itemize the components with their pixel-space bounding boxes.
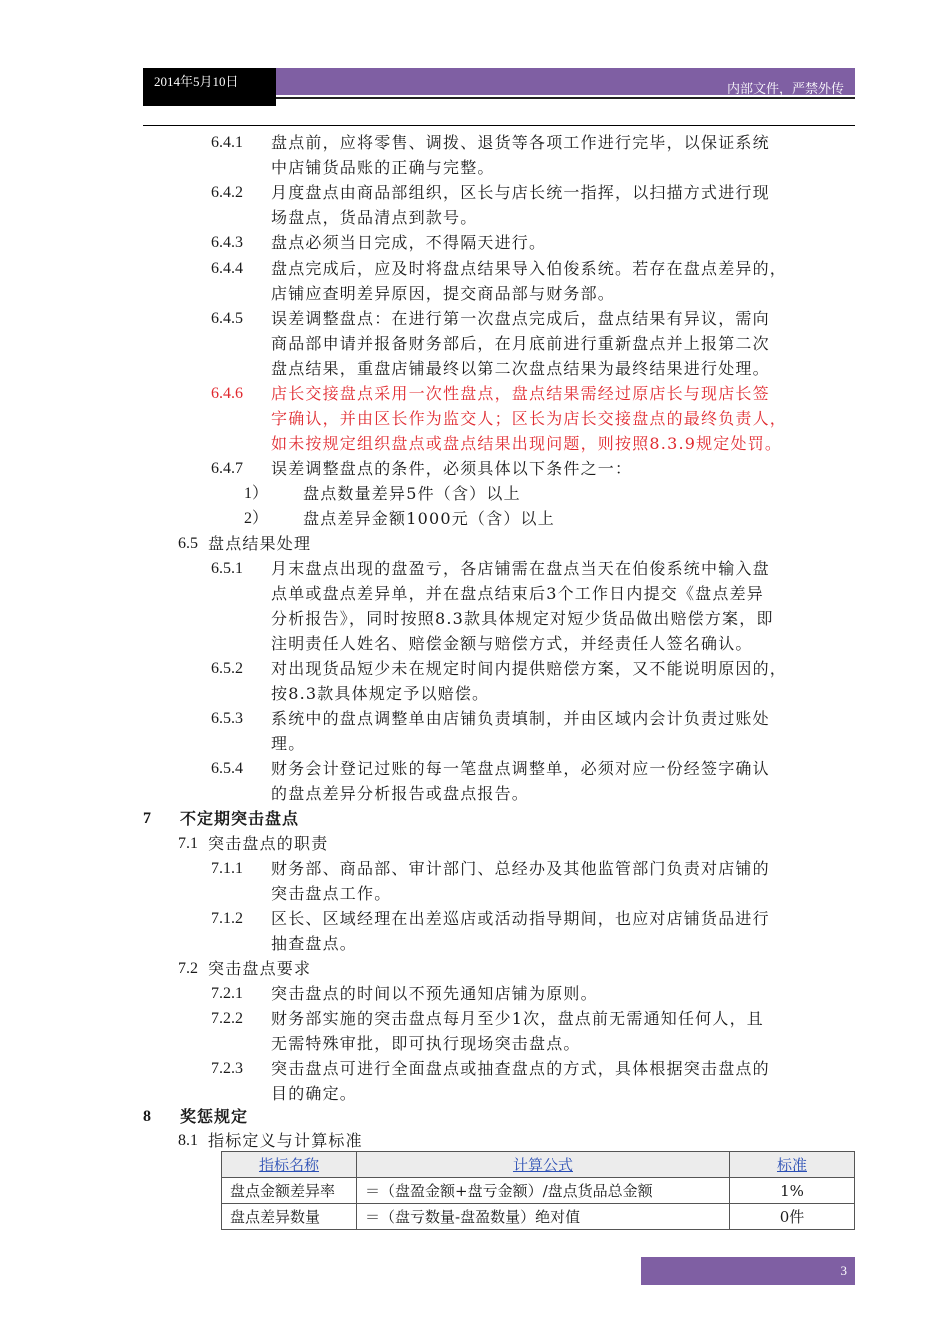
clause-number: 6.5.3 bbox=[211, 710, 243, 727]
section-title: 突击盘点要求 bbox=[208, 959, 312, 978]
clause-number: 6.4.6 bbox=[211, 385, 243, 402]
table-cell: 盘点差异数量 bbox=[222, 1204, 357, 1230]
clause-number: 6.4.4 bbox=[211, 260, 243, 277]
clause-text-line: 店长交接盘点采用一次性盘点，盘点结果需经过原店长与现店长签 bbox=[271, 384, 770, 403]
chapter-title: 不定期突击盘点 bbox=[180, 809, 300, 828]
clause-number: 6.4.3 bbox=[211, 234, 243, 251]
table-header[interactable]: 计算公式 bbox=[357, 1152, 730, 1178]
clause-text-line: 突击盘点可进行全面盘点或抽查盘点的方式，具体根据突击盘点的 bbox=[271, 1059, 770, 1078]
header-rule bbox=[276, 97, 855, 99]
chapter-number: 8 bbox=[143, 1108, 152, 1125]
table-cell: ＝（盘盈金额+盘亏金额）/盘点货品总金额 bbox=[357, 1178, 730, 1204]
clause-text-line: 目的确定。 bbox=[271, 1084, 358, 1103]
table-cell: 盘点金额差异率 bbox=[222, 1178, 357, 1204]
clause-text-line: 财务会计登记过账的每一笔盘点调整单，必须对应一份经签字确认 bbox=[271, 759, 770, 778]
clause-number: 6.4.7 bbox=[211, 460, 243, 477]
list-number: 2） bbox=[244, 510, 269, 527]
chapter-title: 奖惩规定 bbox=[180, 1107, 249, 1126]
header-confidential-note: 内部文件，严禁外传 bbox=[726, 81, 844, 96]
clause-text-line: 字确认，并由区长作为监交人；区长为店长交接盘点的最终负责人， bbox=[271, 409, 788, 428]
list-number: 1） bbox=[244, 485, 269, 502]
clause-text-line: 月度盘点由商品部组织，区长与店长统一指挥，以扫描方式进行现 bbox=[271, 183, 770, 202]
section-number: 7.2 bbox=[178, 960, 198, 977]
table-header-row bbox=[222, 1152, 855, 1178]
table-header[interactable]: 指标名称 bbox=[222, 1152, 357, 1178]
clause-text-line: 中店铺货品账的正确与完整。 bbox=[271, 158, 495, 177]
clause-number: 7.2.1 bbox=[211, 985, 243, 1002]
clause-text-line: 误差调整盘点：在进行第一次盘点完成后，盘点结果有异议，需向 bbox=[271, 309, 770, 328]
clause-number: 7.2.3 bbox=[211, 1060, 243, 1077]
clause-number: 7.2.2 bbox=[211, 1010, 243, 1027]
clause-number: 6.5.2 bbox=[211, 660, 243, 677]
clause-text-line: 误差调整盘点的条件，必须具体以下条件之一： bbox=[271, 459, 633, 478]
clause-number: 7.1.1 bbox=[211, 860, 243, 877]
header-date: 2014年5月10日 bbox=[143, 68, 276, 106]
clause-text-line: 突击盘点的时间以不预先通知店铺为原则。 bbox=[271, 984, 598, 1003]
page-number: 3 bbox=[641, 1257, 855, 1285]
clause-text-line: 盘点前，应将零售、调拨、退货等各项工作进行完毕，以保证系统 bbox=[271, 133, 770, 152]
clause-text-line: 财务部实施的突击盘点每月至少1次，盘点前无需通知任何人，且 bbox=[271, 1009, 764, 1028]
clause-number: 6.5.1 bbox=[211, 560, 243, 577]
clause-number: 7.1.2 bbox=[211, 910, 243, 927]
clause-text-line: 如未按规定组织盘点或盘点结果出现问题，则按照8.3.9规定处罚。 bbox=[271, 434, 783, 453]
clause-text-line: 区长、区域经理在出差巡店或活动指导期间，也应对店铺货品进行 bbox=[271, 909, 770, 928]
clause-text-line: 场盘点，货品清点到款号。 bbox=[271, 208, 478, 227]
section-title: 盘点结果处理 bbox=[208, 534, 312, 553]
clause-number: 6.4.2 bbox=[211, 184, 243, 201]
clause-number: 6.4.5 bbox=[211, 310, 243, 327]
table-row bbox=[222, 1204, 855, 1230]
clause-text-line: 盘点结果，重盘店铺最终以第二次盘点结果为最终结果进行处理。 bbox=[271, 359, 770, 378]
clause-number: 6.4.1 bbox=[211, 134, 243, 151]
table-cell: ＝（盘亏数量-盘盈数量）绝对值 bbox=[357, 1204, 730, 1230]
clause-text-line: 按8.3款具体规定予以赔偿。 bbox=[271, 684, 490, 703]
header-divider bbox=[143, 125, 855, 126]
clause-text-line: 分析报告》，同时按照8.3款具体规定对短少货品做出赔偿方案，即 bbox=[271, 609, 774, 628]
table-cell: 0件 bbox=[730, 1204, 855, 1230]
clause-text-line: 盘点必须当日完成，不得隔天进行。 bbox=[271, 233, 547, 252]
section-number: 7.1 bbox=[178, 835, 198, 852]
table-header[interactable]: 标准 bbox=[730, 1152, 855, 1178]
section-number: 6.5 bbox=[178, 535, 198, 552]
clause-text-line: 注明责任人姓名、赔偿金额与赔偿方式，并经责任人签名确认。 bbox=[271, 634, 753, 653]
list-text: 盘点差异金额1000元（含）以上 bbox=[303, 509, 555, 528]
section-number: 8.1 bbox=[178, 1132, 198, 1149]
clause-text-line: 的盘点差异分析报告或盘点报告。 bbox=[271, 784, 530, 803]
clause-text-line: 抽查盘点。 bbox=[271, 934, 358, 953]
list-text: 盘点数量差异5件（含）以上 bbox=[303, 484, 521, 503]
table-cell: 1% bbox=[730, 1178, 855, 1204]
indicator-table bbox=[221, 1151, 855, 1230]
chapter-number: 7 bbox=[143, 810, 152, 827]
section-title: 指标定义与计算标准 bbox=[208, 1131, 363, 1150]
clause-text-line: 盘点完成后，应及时将盘点结果导入伯俊系统。若存在盘点差异的， bbox=[271, 259, 788, 278]
clause-number: 6.5.4 bbox=[211, 760, 243, 777]
table-row bbox=[222, 1178, 855, 1204]
clause-text-line: 对出现货品短少未在规定时间内提供赔偿方案，又不能说明原因的， bbox=[271, 659, 788, 678]
clause-text-line: 系统中的盘点调整单由店铺负责填制，并由区域内会计负责过账处 bbox=[271, 709, 770, 728]
clause-text-line: 突击盘点工作。 bbox=[271, 884, 392, 903]
clause-text-line: 点单或盘点差异单，并在盘点结束后3个工作日内提交《盘点差异 bbox=[271, 584, 764, 603]
clause-text-line: 商品部申请并报备财务部后，在月底前进行重新盘点并上报第二次 bbox=[271, 334, 770, 353]
clause-text-line: 财务部、商品部、审计部门、总经办及其他监管部门负责对店铺的 bbox=[271, 859, 770, 878]
clause-text-line: 店铺应查明差异原因，提交商品部与财务部。 bbox=[271, 284, 616, 303]
clause-text-line: 月末盘点出现的盘盈亏，各店铺需在盘点当天在伯俊系统中输入盘 bbox=[271, 559, 770, 578]
clause-text-line: 理。 bbox=[271, 734, 306, 753]
section-title: 突击盘点的职责 bbox=[208, 834, 329, 853]
clause-text-line: 无需特殊审批，即可执行现场突击盘点。 bbox=[271, 1034, 581, 1053]
